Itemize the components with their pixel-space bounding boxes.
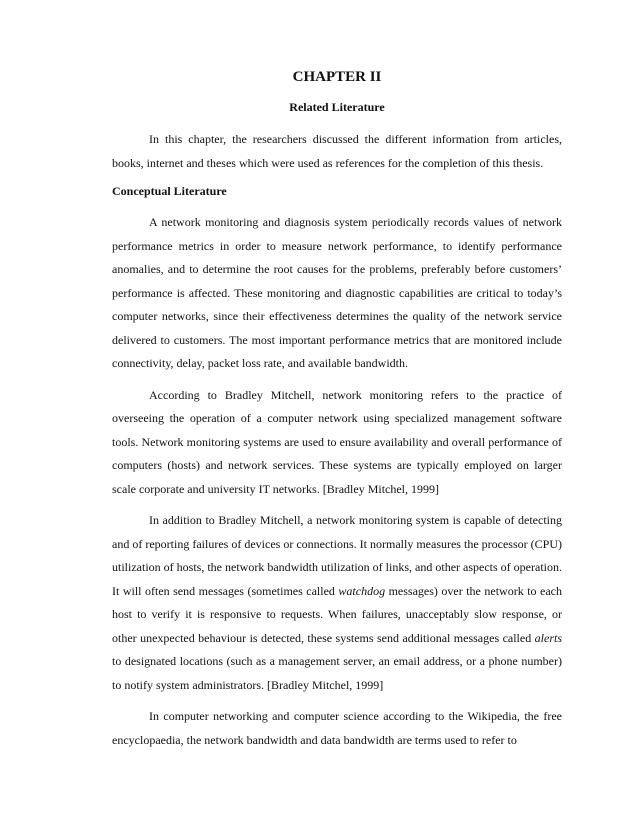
chapter-title: CHAPTER II — [292, 69, 382, 85]
paragraph-2: According to Bradley Mitchell, network monitoring refers to the practice of overseeing the operation of a computer network using specialized management software tools. Network monitoring systems are used to ensure availability and overall performance of computers (hosts) and network services. These systems are typically employed on larger scale corporate and university IT networks. [Bradley Mitchel, 1999] — [112, 387, 562, 496]
paragraph-3-text-c: to designated locations (such as a management server, an email address, or a phone number) to notify system administrators. [Bradley Mitchel, 1999] — [112, 654, 562, 692]
paragraph-3-text-b: messages) over the network to each host to verify it is responsive to requests. When failures, unacceptably slow response, or other unexpected behaviour is detected, these systems send additional messages called — [112, 583, 563, 645]
section-title: Related Literature — [289, 100, 385, 114]
subheading-conceptual-literature: Conceptual Literature — [112, 184, 227, 198]
page-content — [112, 68, 562, 760]
paragraph-1: A network monitoring and diagnosis system periodically records values of network performance metrics in order to measure network performance, to identify performance anomalies, and to determine the root causes for the problems, preferably before customers’ performance is affected. These monitoring and diagnostic capabilities are critical to today’s computer networks, since their effectiveness determines the quality of the network service delivered to customers. The most important performance metrics that are monitored include connectivity, delay, packet loss rate, and available bandwidth. — [112, 215, 562, 370]
watchdog-term: watchdog — [338, 583, 386, 598]
paragraph-3-text-a: In addition to Bradley Mitchell, a network monitoring system is capable of detecting and of reporting failures of devices or connections. It normally measures the processor (CPU) utilization of hosts, the network bandwidth utilization of links, and other aspects of operation. It will often send messages (sometimes called — [112, 513, 562, 598]
paragraph-4: In computer networking and computer science according to the Wikipedia, the free encyclopaedia, the network bandwidth and data bandwidth are terms used to refer to — [112, 709, 562, 747]
intro-paragraph: In this chapter, the researchers discussed the different information from articles, books, internet and theses which were used as references for the completion of this thesis. — [112, 132, 562, 170]
alerts-term: alerts — [534, 630, 562, 645]
paragraph-3 — [112, 509, 562, 697]
